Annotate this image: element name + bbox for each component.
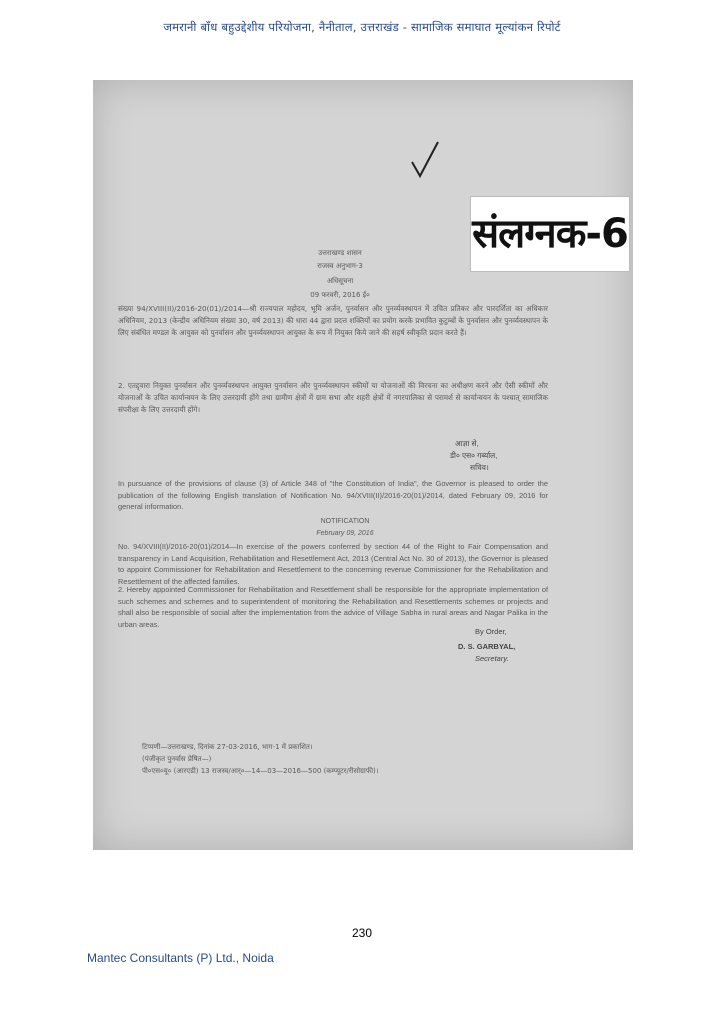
publication-note-3: पी०एस०यू० (आरएडी) 13 राजस्व/आर्०—14—03—2016—500 (कम्प्यूटर/रीसोग्राफी)। — [142, 767, 379, 775]
publication-note-1: टिप्पणी—उत्तराखण्ड, दिनांक 27-03-2016, भाग-1 में प्रकाशित। — [142, 743, 313, 751]
signature-hi-title: सचिव। — [470, 463, 489, 472]
notification-heading-en: NOTIFICATION — [320, 518, 370, 525]
notification-date-hi: 09 फरवरी, 2016 ई० — [310, 291, 370, 299]
publication-note-2: (पंजीकृत पुनर्वास प्रेषित—) — [142, 755, 212, 763]
footer-company: Mantec Consultants (P) Ltd., Noida — [87, 951, 274, 965]
signature-en-name: D. S. GARBYAL, — [458, 642, 516, 651]
signature-hi-name: डी० एस० गर्ब्याल, — [450, 451, 498, 460]
document-header: जमरानी बाँध बहुउद्देशीय परियोजना, नैनीताल, उत्तराखंड - सामाजिक समाघात मूल्यांकन रिपोर्ट — [163, 20, 561, 34]
signature-hi-order: आज्ञा से, — [455, 439, 479, 448]
paragraph-2-hindi: 2. एतद्द्वारा नियुक्त पुनर्वासन और पुनर्व्यवस्थापन आयुक्त पुनर्वासन और पुनर्व्यवस्थापन स्कीमों या योजनाओं की विरचना का अधीक्षण करने और ऐसी स्कीमों और योजनाओं के उचित कार्यान्वयन के लिए उत्तरदायी होंगे तथा ग्रामीण क्षेत्रों में ग्राम सभा और शहरी क्षेत्रों में नगरपालिका से परामर्श से कार्यान्वयन के पश्चात् सामाजिक संपरीक्षा के लिए उत्तरदायी होंगे। — [118, 381, 548, 414]
notification-date-en: February 09, 2016 — [316, 530, 374, 537]
section-heading: राजस्व अनुभाग-3 — [317, 262, 363, 270]
annexure-label: संलग्नक-6 — [470, 196, 630, 272]
paragraph-1-english: No. 94/XVIII(II)/2016-20(01)/2014—In exercise of the powers conferred by section 44 of the Right to Fair Compensation and transparency in Land Acquisition, Rehabilitation and Resettlement Act, 2013 (Central Act No. 30 of 2013), the Governor is pleased to appoint Commissioner for Rehabilitation and Resettlement to the concerning revenue Commissioner for the Rehabilitation and Resettlement of the affected families. — [118, 542, 548, 586]
checkmark-icon — [410, 140, 440, 182]
notification-heading-hi: अधिसूचना — [326, 277, 354, 285]
signature-en-title: Secretary. — [475, 654, 509, 663]
govt-heading: उत्तराखण्ड शासन — [318, 249, 362, 257]
paragraph-1-hindi: संख्या 94/XVIII(II)/2016-20(01)/2014—श्री राज्यपाल महोदय, भूमि अर्जन, पुनर्वासन और पुनर्व्यवस्थापन में उचित प्रतिकर और पारदर्शिता का अधिकार अधिनियम, 2013 (केन्द्रीय अधिनियम संख्या 30, वर्ष 2013) की धारा 44 द्वारा प्रदत्त शक्तियों का प्रयोग करके प्रभावित कुटुम्बों के पुनर्वासन और पुनर्व्यवस्थापन के लिए संबंधित मण्डल के आयुक्त को पुनर्वासन और पुनर्व्यवस्थापन आयुक्त के रूप में नियुक्त किये जाने की सहर्ष स्वीकृति प्रदान करते हैं। — [118, 304, 548, 337]
english-intro: In pursuance of the provisions of clause (3) of Article 348 of "the Constitution of India", the Governor is pleased to order the publication of the following English translation of Notification No. 94/XVIII(II)/2016-20(01)/2014, dated February 09, 2016 for general information. — [118, 479, 548, 511]
paragraph-2-english: 2. Hereby appointed Commissioner for Rehabilitation and Resettlement shall be responsible for the appropriate implementation of such schemes and schemes and to superintendent of monitoring the Rehabilitation and Resettlements schemes or projects and shall also be responsible of social after the implementation from the advice of Village Sabha in rural areas and Nagar Palika in the urban areas. — [118, 585, 548, 629]
signature-en-order: By Order, — [475, 627, 507, 636]
page-number: 230 — [351, 926, 373, 940]
